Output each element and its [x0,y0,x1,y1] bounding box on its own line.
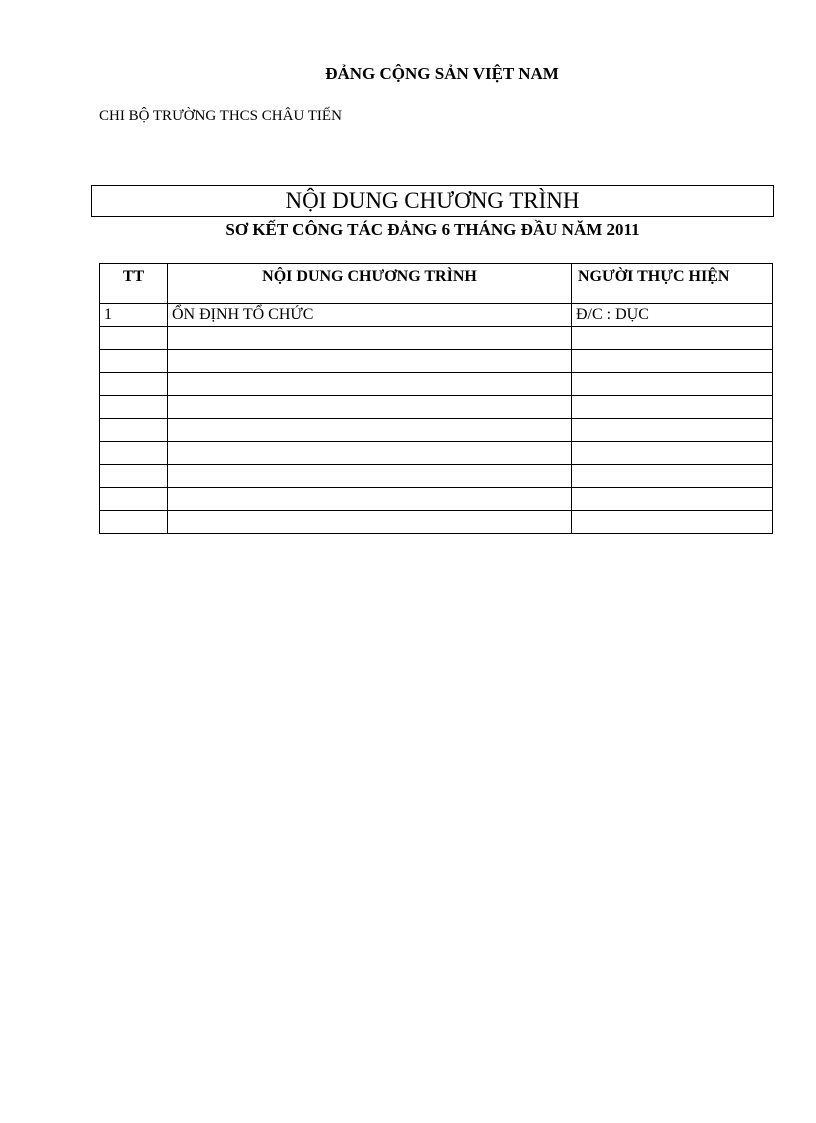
table-row [100,419,773,442]
cell-person [572,327,773,350]
cell-content [168,511,572,534]
table-row [100,488,773,511]
cell-person [572,350,773,373]
cell-person [572,396,773,419]
cell-content: ỔN ĐỊNH TỔ CHỨC [168,304,572,327]
cell-person [572,488,773,511]
header-content: NỘI DUNG CHƯƠNG TRÌNH [168,264,572,304]
cell-tt: 1 [100,304,168,327]
cell-tt [100,373,168,396]
header-person: NGƯỜI THỰC HIỆN [572,264,773,304]
cell-person [572,465,773,488]
program-table [99,263,773,534]
table-row [100,511,773,534]
cell-tt [100,511,168,534]
cell-person [572,373,773,396]
cell-tt [100,488,168,511]
cell-content [168,488,572,511]
cell-tt [100,396,168,419]
table-row [100,373,773,396]
cell-person [572,419,773,442]
cell-content [168,350,572,373]
header-tt: TT [100,264,168,304]
table-header-row [100,264,773,304]
cell-tt [100,350,168,373]
cell-tt [100,465,168,488]
cell-tt [100,419,168,442]
document-subtitle: SƠ KẾT CÔNG TÁC ĐẢNG 6 THÁNG ĐẦU NĂM 2011 [225,220,640,239]
cell-content [168,419,572,442]
table-row [100,327,773,350]
table-row [100,396,773,419]
table-row [100,442,773,465]
cell-person [572,511,773,534]
cell-content [168,442,572,465]
branch-name: CHI BỘ TRƯỜNG THCS CHÂU TIẾN [99,108,342,124]
table-row [100,465,773,488]
cell-person [572,442,773,465]
table-row [100,350,773,373]
table-row [100,304,773,327]
cell-content [168,465,572,488]
cell-tt [100,442,168,465]
cell-content [168,373,572,396]
cell-tt [100,327,168,350]
document-title: NỘI DUNG CHƯƠNG TRÌNH [91,185,774,217]
party-header: ĐẢNG CỘNG SẢN VIỆT NAM [325,64,559,83]
cell-person: Đ/C : DỤC [572,304,773,327]
cell-content [168,327,572,350]
cell-content [168,396,572,419]
